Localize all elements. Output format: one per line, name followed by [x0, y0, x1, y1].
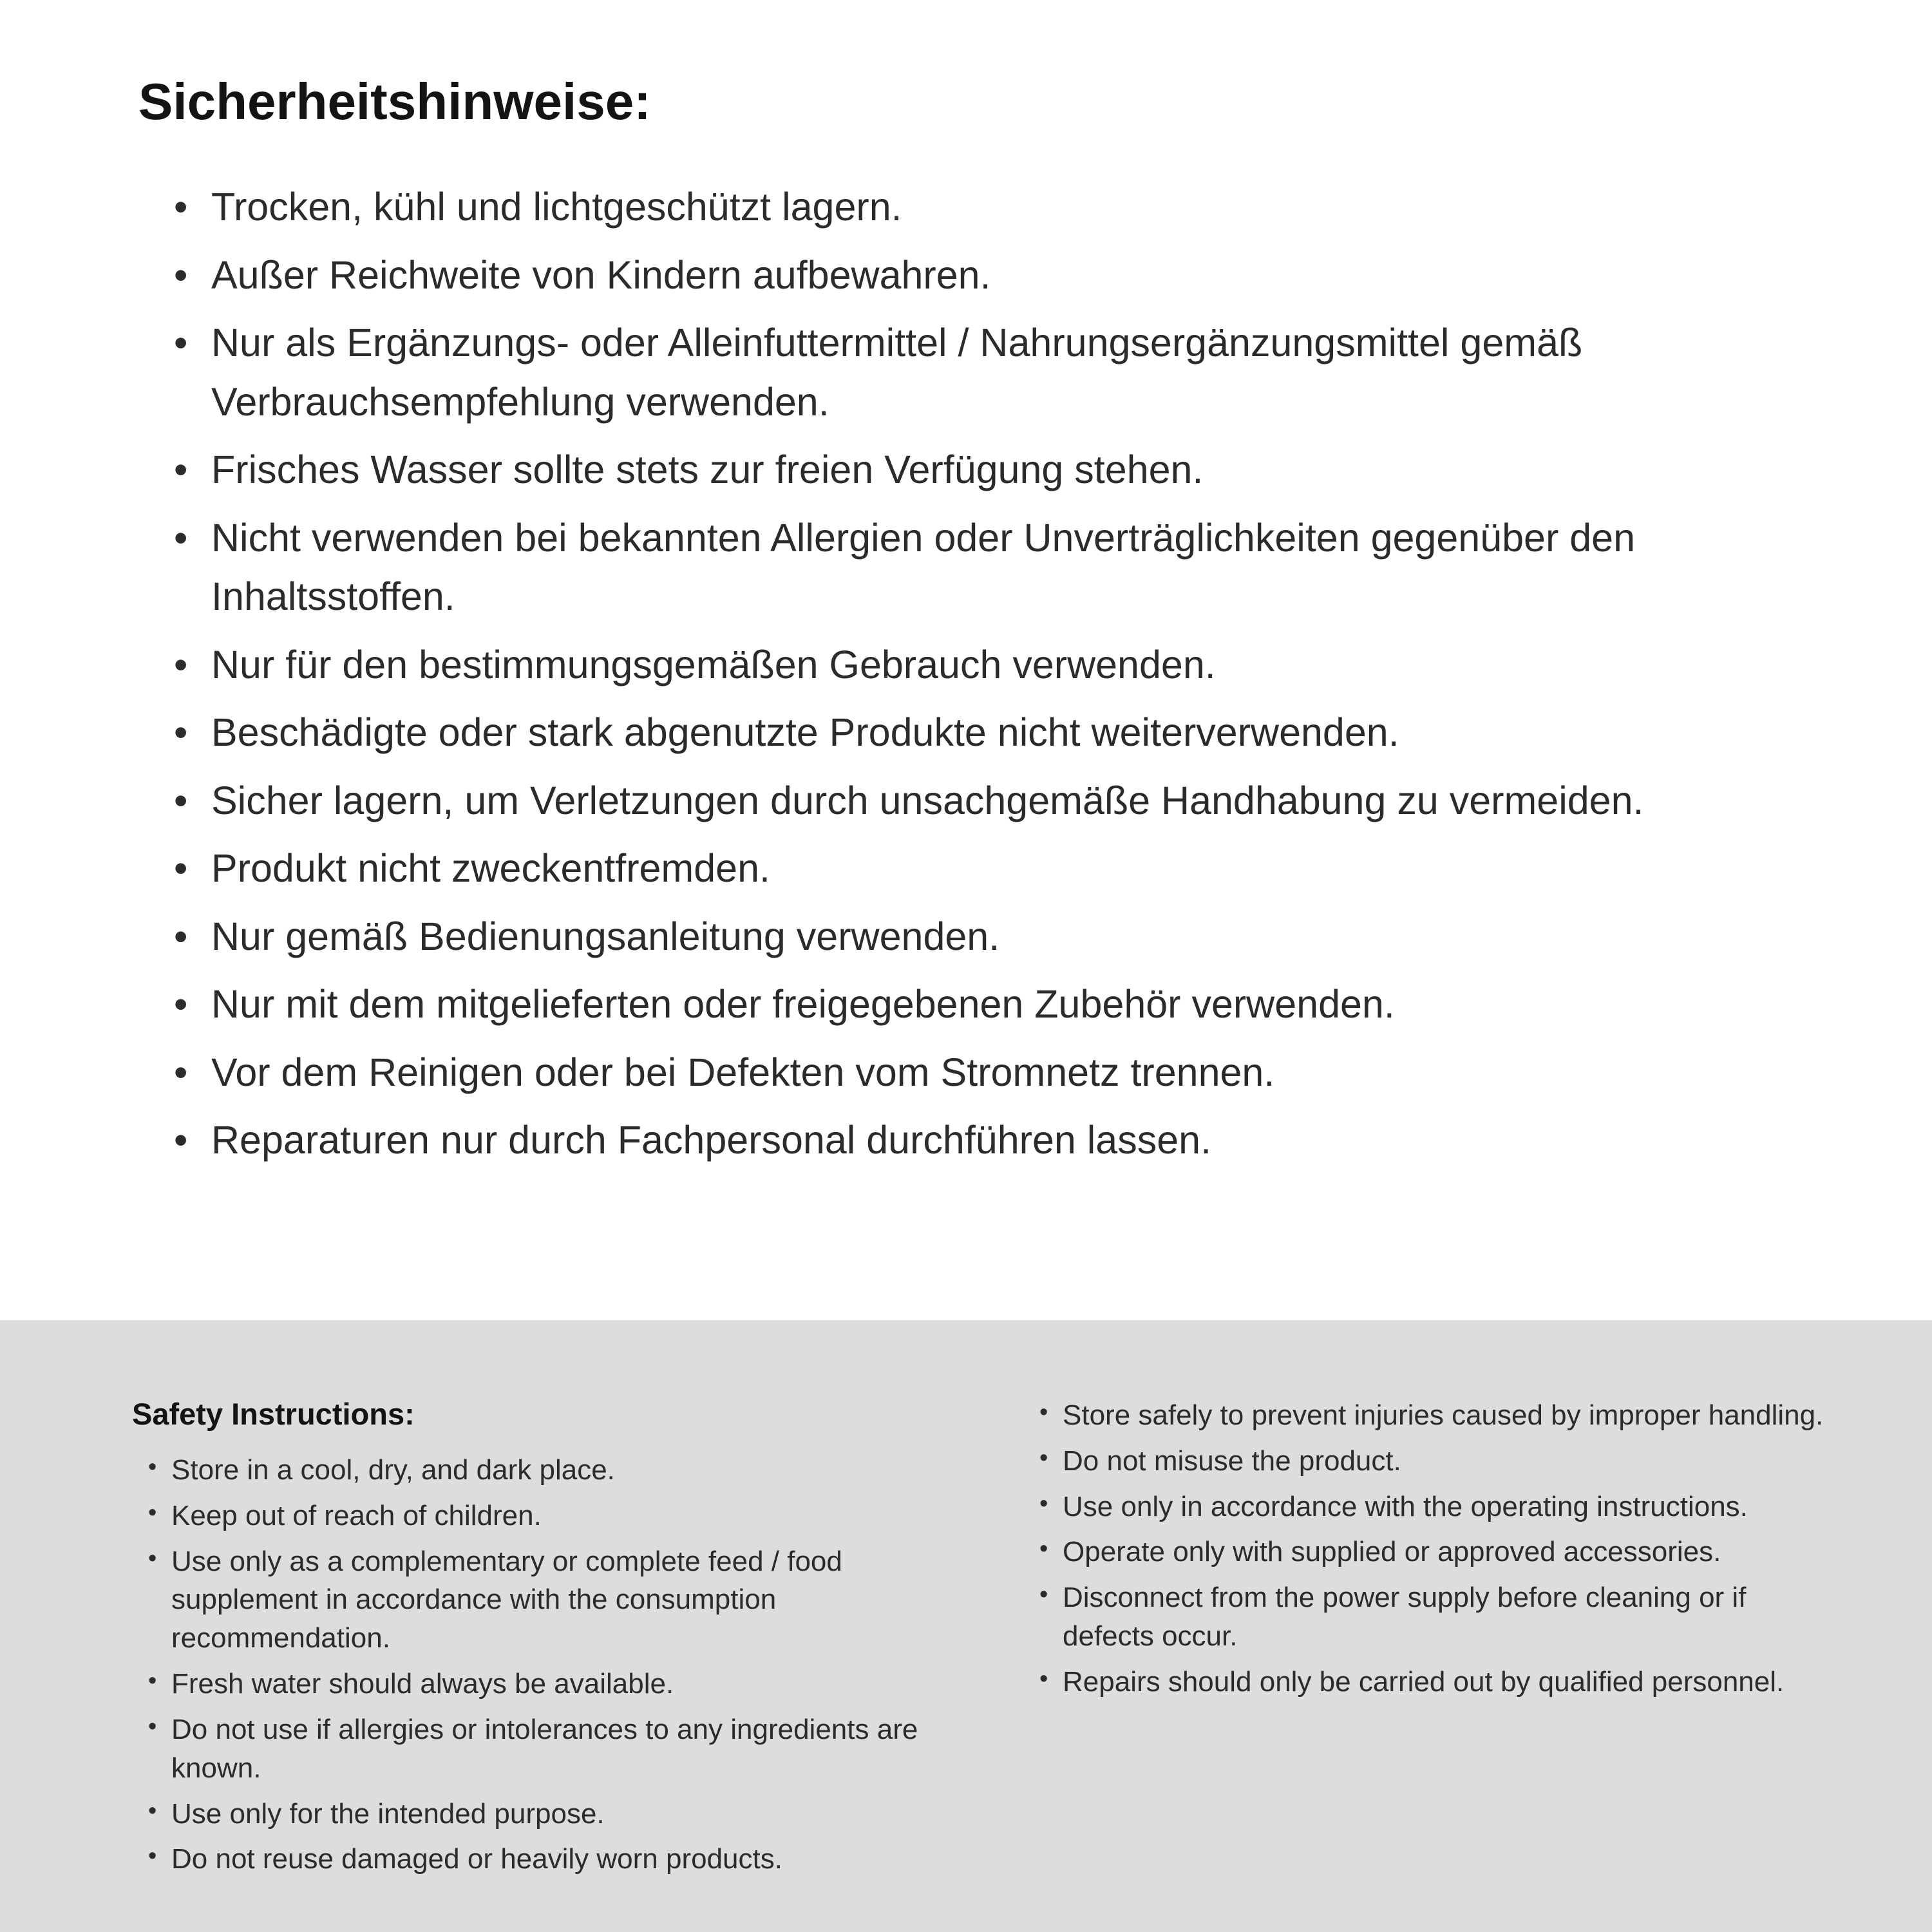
list-item-text: Nur als Ergänzungs- oder Alleinfuttermittel / Nahrungsergänzungsmittel gemäß Verbrauchsempfehlung verwenden. [211, 321, 1583, 424]
list-item [174, 1111, 1713, 1170]
english-safety-section [0, 1320, 1932, 1932]
list-item [148, 1665, 989, 1703]
list-item [174, 178, 1713, 237]
list-item [148, 1710, 989, 1788]
bullet-icon: • [174, 778, 188, 822]
bullet-icon: • [174, 710, 188, 754]
list-item [1039, 1663, 1838, 1701]
list-item [174, 246, 1713, 305]
list-item [174, 636, 1713, 695]
bullet-icon: • [1039, 1581, 1048, 1609]
list-item-text: Reparaturen nur durch Fachpersonal durchführen lassen. [211, 1118, 1212, 1162]
list-item-text: Nur mit dem mitgelieferten oder freigegebenen Zubehör verwenden. [211, 982, 1395, 1026]
bullet-icon: • [148, 1499, 157, 1526]
list-item [1039, 1578, 1838, 1656]
english-section-title: Safety Instructions: [132, 1397, 415, 1431]
bullet-icon: • [1039, 1535, 1048, 1563]
bullet-icon: • [148, 1712, 157, 1740]
bullet-icon: • [148, 1797, 157, 1824]
list-item-text: Nur für den bestimmungsgemäßen Gebrauch verwenden. [211, 642, 1216, 687]
list-item-text: Sicher lagern, um Verletzungen durch unsachgemäße Handhabung zu vermeiden. [211, 778, 1644, 822]
bullet-icon: • [174, 914, 188, 958]
bullet-icon: • [148, 1667, 157, 1695]
list-item-text: Do not use if allergies or intolerances to any ingredients are known. [171, 1713, 918, 1784]
bullet-icon: • [1039, 1399, 1048, 1426]
list-item [1039, 1442, 1838, 1481]
list-item-text: Vor dem Reinigen oder bei Defekten vom Stromnetz trennen. [211, 1050, 1275, 1094]
list-item [148, 1542, 989, 1658]
bullet-icon: • [1039, 1490, 1048, 1517]
bullet-icon: • [174, 515, 188, 560]
english-safety-list-left [132, 1451, 989, 1879]
list-item-text: Außer Reichweite von Kindern aufbewahren. [211, 252, 991, 297]
list-item [174, 1043, 1713, 1103]
bullet-icon: • [174, 1050, 188, 1094]
list-item-text: Use only in accordance with the operating instructions. [1063, 1490, 1748, 1522]
list-item [148, 1451, 989, 1490]
list-item-text: Store safely to prevent injuries caused by improper handling. [1063, 1399, 1824, 1431]
german-section-title: Sicherheitshinweise: [138, 73, 651, 130]
bullet-icon: • [174, 982, 188, 1026]
bullet-icon: • [174, 321, 188, 365]
bullet-icon: • [148, 1544, 157, 1572]
list-item-text: Operate only with supplied or approved accessories. [1063, 1536, 1721, 1568]
bullet-icon: • [174, 846, 188, 890]
bullet-icon: • [174, 1118, 188, 1162]
list-item-text: Keep out of reach of children. [171, 1499, 542, 1531]
bullet-icon: • [174, 252, 188, 297]
list-item-text: Do not reuse damaged or heavily worn products. [171, 1843, 782, 1875]
list-item [1039, 1396, 1838, 1435]
english-left-column [132, 1396, 989, 1932]
list-item-text: Do not misuse the product. [1063, 1444, 1401, 1477]
list-item-text: Store in a cool, dry, and dark place. [171, 1454, 615, 1486]
list-item [174, 314, 1713, 431]
list-item [174, 975, 1713, 1034]
list-item [148, 1795, 989, 1833]
list-item [148, 1497, 989, 1535]
list-item-text: Nur gemäß Bedienungsanleitung verwenden. [211, 914, 1000, 958]
list-item-text: Beschädigte oder stark abgenutzte Produkte nicht weiterverwenden. [211, 710, 1399, 754]
list-item [174, 907, 1713, 967]
list-item-text: Fresh water should always be available. [171, 1668, 674, 1700]
list-item-text: Trocken, kühl und lichtgeschützt lagern. [211, 185, 902, 229]
list-item [1039, 1488, 1838, 1526]
english-right-column [1039, 1396, 1838, 1932]
list-item-text: Produkt nicht zweckentfremden. [211, 846, 770, 890]
german-safety-list [138, 178, 1713, 1170]
list-item-text: Repairs should only be carried out by qualified personnel. [1063, 1665, 1785, 1698]
list-item [174, 509, 1713, 627]
list-item-text: Use only as a complementary or complete feed / food supplement in accordance with the consumption recommendation. [171, 1545, 842, 1654]
bullet-icon: • [174, 642, 188, 687]
english-safety-list-right [1039, 1396, 1838, 1701]
list-item [148, 1840, 989, 1879]
bullet-icon: • [174, 185, 188, 229]
list-item-text: Nicht verwenden bei bekannten Allergien oder Unverträglichkeiten gegenüber den Inhaltsstoffen. [211, 515, 1636, 618]
bullet-icon: • [1039, 1665, 1048, 1692]
bullet-icon: • [148, 1842, 157, 1870]
list-item [1039, 1533, 1838, 1571]
list-item-text: Frisches Wasser sollte stets zur freien Verfügung stehen. [211, 448, 1204, 491]
list-item [174, 440, 1713, 500]
list-item [174, 703, 1713, 762]
list-item [174, 839, 1713, 898]
bullet-icon: • [148, 1454, 157, 1481]
list-item [174, 772, 1713, 831]
bullet-icon: • [174, 448, 188, 491]
bullet-icon: • [1039, 1444, 1048, 1472]
list-item-text: Use only for the intended purpose. [171, 1797, 605, 1830]
list-item-text: Disconnect from the power supply before cleaning or if defects occur. [1063, 1582, 1747, 1653]
